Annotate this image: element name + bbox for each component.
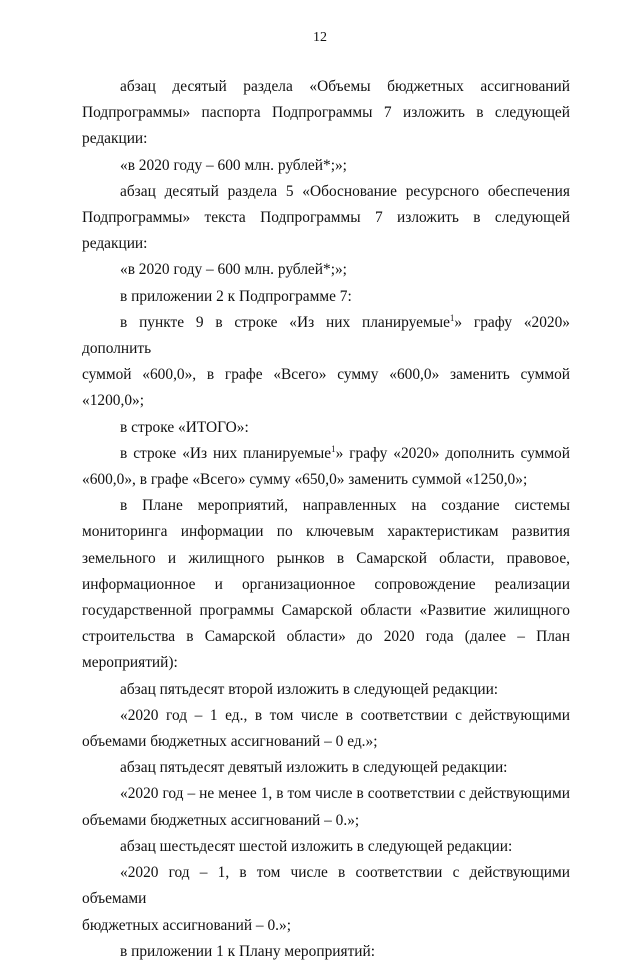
text-line: суммой «600,0», в графе «Всего» сумму «600,0» заменить суммой	[82, 366, 570, 384]
paragraph	[82, 677, 570, 703]
paragraph	[82, 834, 570, 860]
text-line: мероприятий):	[82, 654, 178, 672]
text-line: «2020 год – 1, в том числе в соответствии с действующими объемами	[82, 864, 570, 908]
page-number: 12	[313, 30, 327, 45]
text-line: объемами бюджетных ассигнований – 0.»;	[82, 811, 360, 829]
text-line: «в 2020 году – 600 млн. рублей*;»;	[120, 261, 347, 279]
text-fragment: в пункте 9 в строке «Из них планируемые	[120, 313, 450, 331]
text-line: «1200,0»;	[82, 392, 144, 410]
paragraph	[82, 703, 570, 755]
text-line	[82, 310, 570, 362]
text-line: в приложении 2 к Подпрограмме 7:	[120, 287, 352, 305]
text-line: «2020 год – не менее 1, в том числе в соответствии с действующими	[120, 785, 570, 803]
paragraph	[82, 284, 570, 310]
text-fragment: » графу «2020» дополнить	[82, 313, 570, 358]
text-line: Подпрограммы» паспорта Подпрограммы 7 изложить в следующей	[82, 104, 570, 122]
text-line: Подпрограммы» текста Подпрограммы 7 изложить в следующей редакции:	[82, 209, 570, 253]
document-body	[82, 74, 570, 965]
text-line: абзац пятьдесят девятый изложить в следующей редакции:	[120, 759, 508, 777]
text-fragment: в строке «Из них планируемые	[120, 444, 332, 462]
text-line: бюджетных ассигнований – 0.»;	[82, 916, 291, 934]
text-line: земельного и жилищного рынков в Самарской области, правовое,	[82, 549, 570, 567]
paragraph	[82, 415, 570, 441]
text-line: «2020 год – 1 ед., в том числе в соответствии с действующими	[120, 706, 570, 724]
paragraph	[82, 781, 570, 833]
text-line: абзац десятый раздела «Объемы бюджетных ассигнований	[120, 78, 570, 95]
text-line	[82, 441, 570, 467]
text-line: в приложении 1 к Плану мероприятий:	[120, 942, 376, 960]
paragraph	[82, 310, 570, 415]
footnote-marker: 1	[449, 312, 455, 323]
text-line: информационное и организационное сопровождение реализации	[82, 575, 570, 593]
paragraph	[82, 153, 570, 179]
paragraph	[82, 257, 570, 283]
text-line: «600,0», в графе «Всего» сумму «650,0» заменить суммой «1250,0»;	[82, 471, 528, 489]
paragraph	[82, 74, 570, 153]
text-line: мониторинга информации по ключевым характеристикам развития	[82, 523, 570, 541]
paragraph	[82, 860, 570, 939]
text-line: абзац шестьдесят шестой изложить в следующей редакции:	[120, 837, 513, 855]
text-line: «в 2020 году – 600 млн. рублей*;»;	[120, 156, 347, 174]
text-line: в Плане мероприятий, направленных на создание системы	[120, 497, 570, 515]
text-line: объемами бюджетных ассигнований – 0 ед.»;	[82, 733, 378, 751]
text-line: государственной программы Самарской области «Развитие жилищного	[82, 602, 570, 620]
footnote-marker: 1	[331, 443, 336, 454]
text-line: абзац пятьдесят второй изложить в следующей редакции:	[120, 680, 499, 698]
paragraph	[82, 179, 570, 258]
text-line: редакции:	[82, 130, 148, 148]
text-line: в строке «ИТОГО»:	[120, 418, 249, 436]
text-line: строительства в Самарской области» до 2020 года (далее – План	[82, 628, 570, 646]
paragraph	[82, 493, 570, 676]
text-fragment: » графу «2020» дополнить суммой	[335, 444, 570, 462]
paragraph	[82, 939, 570, 965]
paragraph	[82, 441, 570, 493]
paragraph	[82, 755, 570, 781]
text-line: абзац десятый раздела 5 «Обоснование ресурсного обеспечения	[120, 182, 570, 200]
